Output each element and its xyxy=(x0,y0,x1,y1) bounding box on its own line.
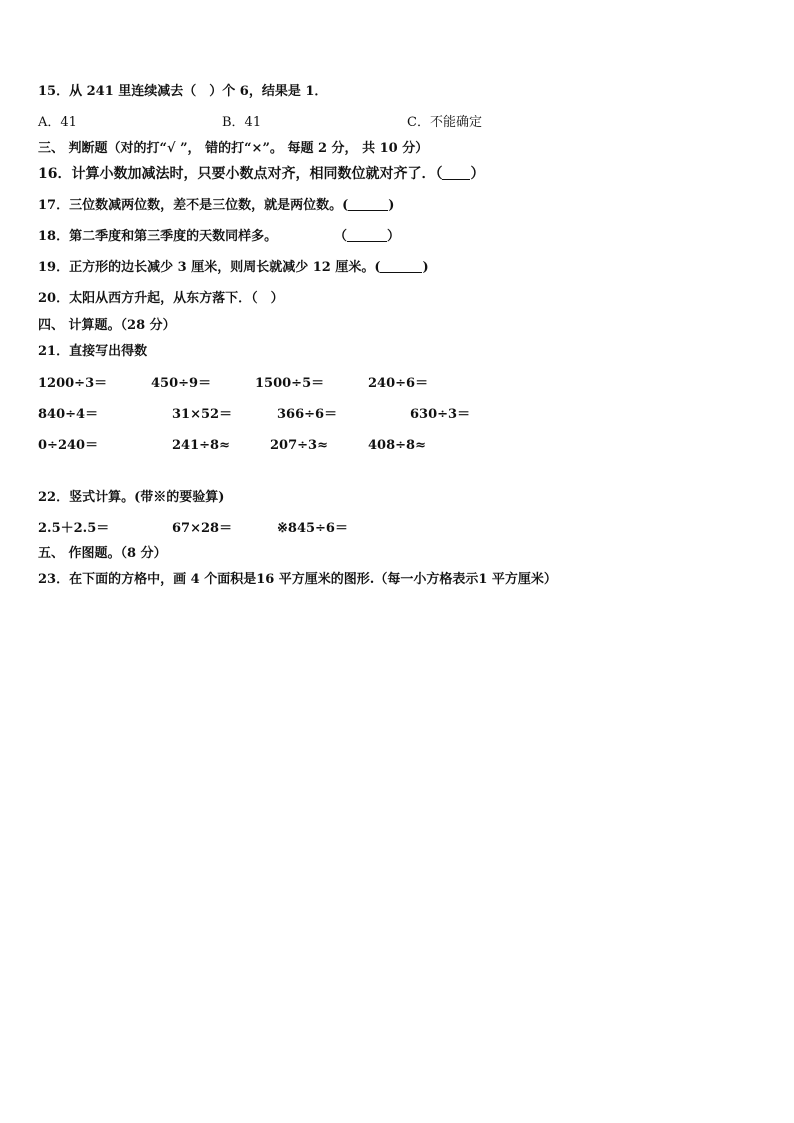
question-16 xyxy=(38,166,484,182)
calc-item: 408÷8≈ xyxy=(368,438,426,453)
calc-item: 0÷240＝ xyxy=(38,438,99,453)
calc-item: 207÷3≈ xyxy=(270,438,328,453)
answer-blank[interactable] xyxy=(347,229,387,242)
question-16-text: 16．计算小数加减法时，只要小数点对齐，相同数位就对齐了．（ xyxy=(38,166,443,182)
section-4-heading: 四、 计算题。（28 分） xyxy=(38,318,176,333)
vertical-calc-item: ※845÷6＝ xyxy=(277,521,348,536)
section-5-heading: 五、 作图题。（8 分） xyxy=(38,546,167,561)
question-22-title: 22．竖式计算。(带※的要验算) xyxy=(38,490,225,505)
calc-item: 1500÷5＝ xyxy=(255,376,325,391)
calc-item: 366÷6＝ xyxy=(277,407,338,422)
question-15 xyxy=(38,84,327,100)
answer-blank[interactable] xyxy=(348,198,388,211)
question-21-title: 21．直接写出得数 xyxy=(38,344,148,359)
calc-item: 241÷8≈ xyxy=(172,438,230,453)
question-19 xyxy=(38,260,429,276)
option-c: C．不能确定 xyxy=(407,115,482,130)
calc-item: 240÷6＝ xyxy=(368,376,429,391)
question-16-end: ） xyxy=(470,166,485,182)
answer-blank[interactable] xyxy=(442,167,470,180)
calc-item: 450÷9＝ xyxy=(151,376,212,391)
option-a: A．41 xyxy=(38,115,77,130)
question-17-text: 17．三位数减两位数，差不是三位数，就是两位数。( xyxy=(38,198,349,213)
section-3-heading: 三、 判断题（对的打“√ ”， 错的打“×”。 每题 2 分， 共 10 分） xyxy=(38,141,429,156)
question-17 xyxy=(38,198,394,214)
question-18 xyxy=(38,229,277,245)
question-23: 23．在下面的方格中，画 4 个面积是16 平方厘米的图形.（每一小方格表示1 平方厘米） xyxy=(38,572,557,587)
question-20: 20．太阳从西方升起，从东方落下．（ ） xyxy=(38,291,284,306)
answer-blank[interactable] xyxy=(380,260,422,273)
question-19-end: ) xyxy=(422,260,429,275)
vertical-calc-item: 2.5＋2.5＝ xyxy=(38,521,110,536)
calc-item: 840÷4＝ xyxy=(38,407,99,422)
question-18-paren-open: （ xyxy=(334,229,348,244)
calc-item: 31×52＝ xyxy=(172,407,233,422)
vertical-calc-item: 67×28＝ xyxy=(172,521,233,536)
question-18-end: ） xyxy=(387,229,401,244)
question-19-text: 19．正方形的边长减少 3 厘米，则周长就减少 12 厘米。( xyxy=(38,260,381,275)
question-18-paren xyxy=(334,229,400,245)
question-15-text: 15．从 241 里连续减去（ ）个 6，结果是 1． xyxy=(38,84,328,99)
calc-item: 1200÷3＝ xyxy=(38,376,108,391)
option-b: B．41 xyxy=(222,115,262,130)
question-17-end: ) xyxy=(388,198,395,213)
calc-item: 630÷3＝ xyxy=(410,407,471,422)
question-18-text: 18．第二季度和第三季度的天数同样多。 xyxy=(38,229,278,244)
